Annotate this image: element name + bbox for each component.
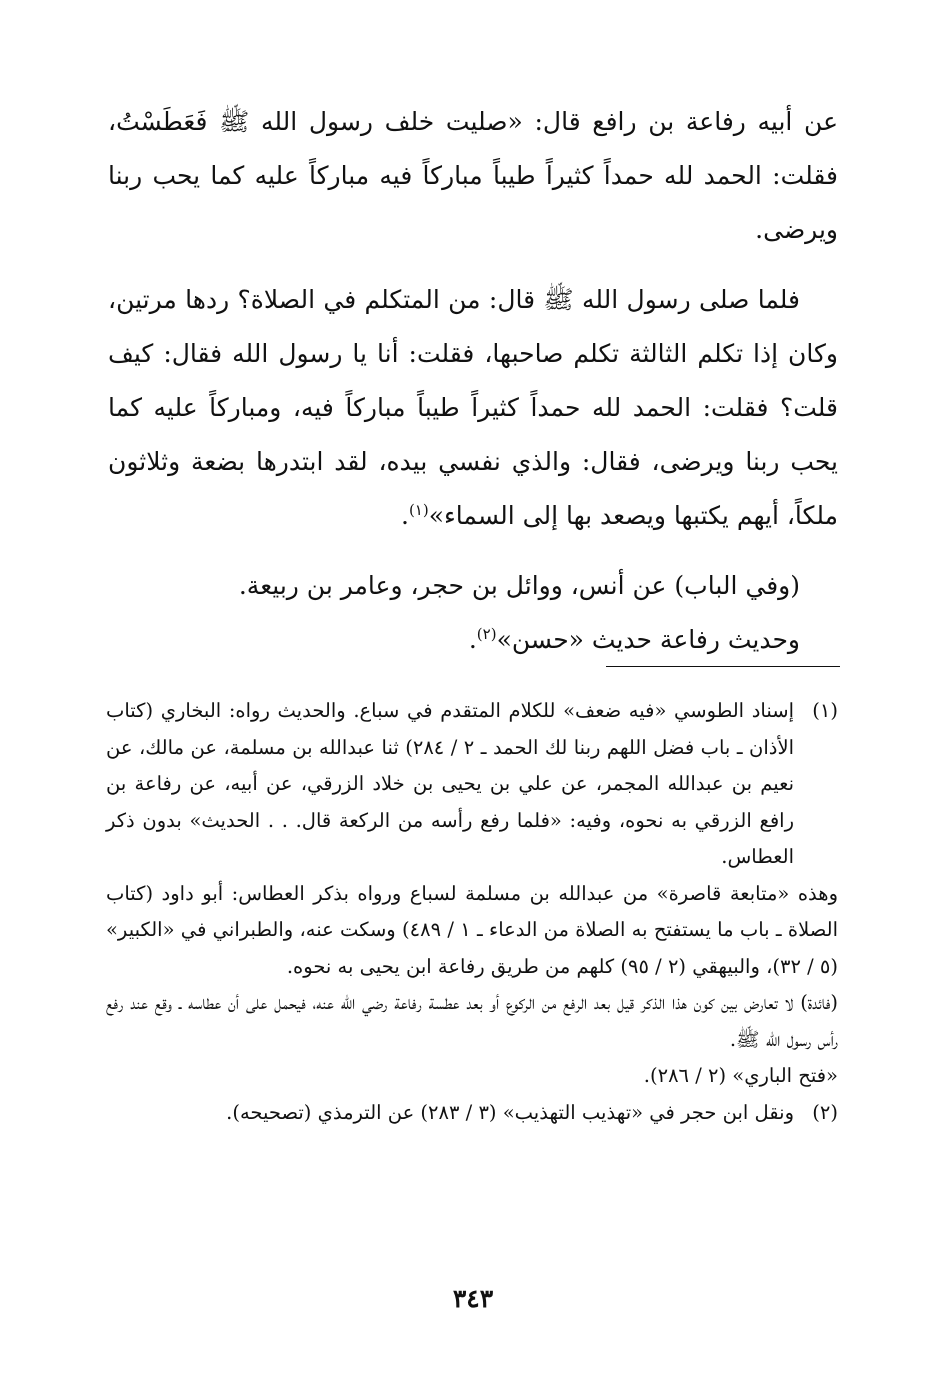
main-text [108,95,838,667]
main-paragraph-4 [108,613,838,667]
footnote-1-paragraph-4: «فتح الباري» (٢ / ٢٨٦). [643,1064,838,1087]
footnote-ref-1: (١) [408,501,429,519]
footnote-1-number: (١) [812,699,838,722]
main-paragraph-1: عن أبيه رفاعة بن رافع قال: «صليت خلف رسول الله ﷺ فَعَطَسْتُ، فقلت: الحمد لله حمداً كثيراً طيباً مباركاً فيه مباركاً عليه كما يحب ربنا ويرضى. [108,107,838,244]
main-paragraph-2-text: فلما صلى رسول الله ﷺ قال: من المتكلم في الصلاة؟ ردها مرتين، وكان إذا تكلم الثالثة تكلم صاحبها، فقلت: أنا يا رسول الله فقال: كيف قلت؟ فقلت: الحمد لله حمداً كثيراً طيباً مباركاً فيه، ومباركاً عليه كما يحب ربنا ويرضى، فقال: والذي نفسي بيده، لقد ابتدرها بضعة وثلاثون ملكاً، أيهم يكتبها ويصعد بها إلى السماء» [108,285,838,530]
main-paragraph-4-end: . [468,625,477,654]
footnote-1-paragraph-1: إسناد الطوسي «فيه ضعف» للكلام المتقدم في سباع. والحديث رواه: البخاري (كتاب الأذان ـ باب فضل اللهم ربنا لك الحمد ـ ٢ / ٢٨٤) ثنا عبدالله بن مسلمة، عن مالك، عن نعيم بن عبدالله المجمر، عن علي بن يحيى بن خلاد الزرقي، عن أبيه، عن رفاعة بن رافع الزرقي به نحوه، وفيه: «فلما رفع رأسه من الركعة قال. . . الحديث» بدون ذكر العطاس. [106,699,794,868]
footnotes [106,693,838,1131]
main-paragraph-2 [108,273,838,543]
footnote-2-paragraph-1: ونقل ابن حجر في «تهذيب التهذيب» (٣ / ٢٨٣) عن الترمذي (تصحيحه). [226,1100,794,1124]
footnote-1-paragraph-2: وهذه «متابعة قاصرة» من عبدالله بن مسلمة لسباع ورواه بذكر العطاس: أبو داود (كتاب الصلاة ـ باب ما يستفتح به الصلاة من الدعاء ـ ١ / ٤٨٩) وسكت عنه، والطبراني في «الكبير» (٥ / ٣٢)، والبيهقي (٢ / ٩٥) كلهم من طريق رفاعة ابن يحيى به نحوه. [106,881,839,978]
page-number: ٣٤٣ [452,1284,494,1313]
main-paragraph-2-end: . [400,501,409,530]
footnote-1-paragraph-3: (فائدة) لا تعارض بين كون هذا الذكر قيل بعد الرفع من الركوع أو بعد عطسة رفاعة رضي الله عنه، فيحمل على أن عطاسه ـ وقع عند رفع رأس رسول الله ﷺ. [106,991,838,1051]
main-paragraph-3: (وفي الباب) عن أنس، ووائل بن حجر، وعامر بن ربيعة. [238,571,800,600]
footnote-2 [106,1095,838,1132]
footnote-divider [606,666,840,667]
footnote-1 [106,693,838,876]
footnote-ref-2: (٢) [476,625,497,643]
footnote-2-number: (٢) [812,1100,838,1124]
main-paragraph-4-text: وحديث رفاعة حديث «حسن» [496,625,800,654]
